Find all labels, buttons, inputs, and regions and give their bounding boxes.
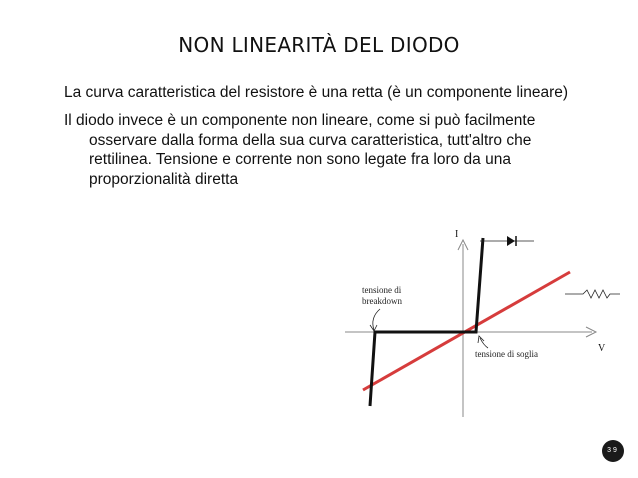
threshold-label: tensione di soglia <box>475 349 538 359</box>
page-number-badge: 39 <box>602 440 624 462</box>
paragraph-diode: Il diodo invece è un componente non lineare, come si può facilmente osservare dalla forma della sua curva caratteristica, tutt'altro che rettilinea. Tensione e corrente non sono legate fra loro da una proporzionalità diretta <box>64 111 536 189</box>
paragraph-resistor: La curva caratteristica del resistore è una retta (è un componente lineare) <box>64 84 569 101</box>
breakdown-label-line2: breakdown <box>362 296 402 306</box>
diode-curve <box>370 238 483 406</box>
axis-x-label: V <box>598 343 606 354</box>
slide-title: NON LINEARITÀ DEL DIODO <box>178 33 460 57</box>
axis-y-label: I <box>455 229 459 240</box>
breakdown-label-line1: tensione di <box>362 285 402 295</box>
iv-characteristic-graph <box>330 220 620 430</box>
body-text <box>64 83 584 198</box>
resistor-symbol-icon <box>565 290 620 298</box>
diode-symbol-icon <box>480 236 534 246</box>
threshold-arrow-icon <box>480 338 488 348</box>
